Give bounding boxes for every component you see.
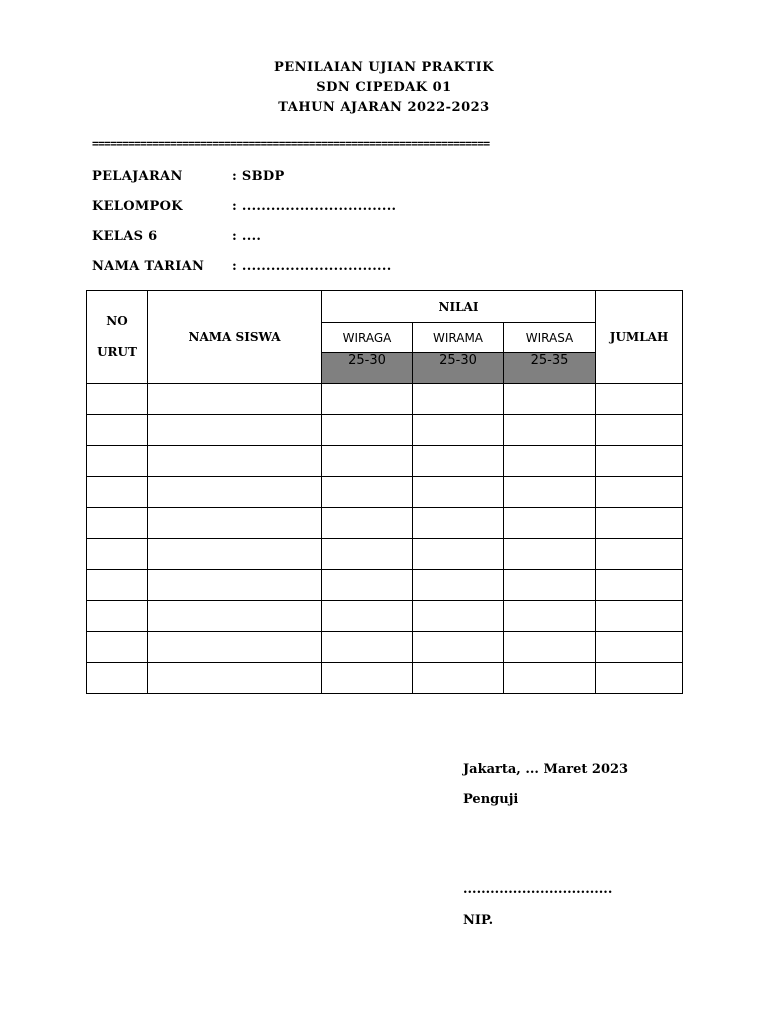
- field-kelompok-label: KELOMPOK: [92, 199, 183, 214]
- field-kelas-label: KELAS 6: [92, 229, 158, 244]
- cell-jumlah: [596, 570, 683, 601]
- table-row: [87, 415, 683, 446]
- cell-nama-siswa: [148, 601, 322, 632]
- cell-no-urut: [87, 477, 148, 508]
- field-pelajaran: [92, 169, 285, 184]
- cell-jumlah: [596, 601, 683, 632]
- cell-jumlah: [596, 384, 683, 415]
- cell-wirama: [413, 539, 504, 570]
- cell-wiraga: [322, 632, 413, 663]
- cell-no-urut: [87, 663, 148, 694]
- cell-jumlah: [596, 632, 683, 663]
- cell-nama-siswa: [148, 663, 322, 694]
- cell-nama-siswa: [148, 477, 322, 508]
- table-row: [87, 446, 683, 477]
- cell-wiraga: [322, 570, 413, 601]
- cell-wirama: [413, 446, 504, 477]
- cell-wiraga: [322, 601, 413, 632]
- field-kelas: [92, 229, 261, 244]
- cell-jumlah: [596, 415, 683, 446]
- field-pelajaran-value: : SBDP: [232, 169, 285, 184]
- field-pelajaran-label: PELAJARAN: [92, 169, 183, 184]
- cell-nama-siswa: [148, 539, 322, 570]
- document-title-line-1: PENILAIAN UJIAN PRAKTIK: [273, 60, 495, 75]
- signature-role: Penguji: [463, 792, 519, 807]
- header-wiraga: WIRAGA: [322, 323, 413, 353]
- range-wirasa: 25-35: [504, 353, 596, 384]
- header-no-urut-line2: URUT: [97, 345, 137, 359]
- field-nama-tarian-value: : ...............................: [232, 259, 392, 274]
- table-row: [87, 508, 683, 539]
- cell-wirama: [413, 601, 504, 632]
- separator-line: ==================================================================: [92, 137, 490, 150]
- cell-wirama: [413, 570, 504, 601]
- header-wirama: WIRAMA: [413, 323, 504, 353]
- header-nilai: NILAI: [322, 291, 596, 323]
- cell-nama-siswa: [148, 384, 322, 415]
- field-nama-tarian-label: NAMA TARIAN: [92, 259, 205, 274]
- cell-nama-siswa: [148, 415, 322, 446]
- field-kelas-value: : ....: [232, 229, 262, 244]
- header-jumlah: JUMLAH: [596, 291, 683, 384]
- field-kelompok-value: : ................................: [232, 199, 397, 214]
- cell-wiraga: [322, 477, 413, 508]
- cell-wirama: [413, 508, 504, 539]
- cell-wirama: [413, 415, 504, 446]
- cell-wirasa: [504, 632, 596, 663]
- cell-wiraga: [322, 663, 413, 694]
- table-row: [87, 477, 683, 508]
- cell-jumlah: [596, 539, 683, 570]
- cell-no-urut: [87, 415, 148, 446]
- cell-no-urut: [87, 446, 148, 477]
- table-row: [87, 663, 683, 694]
- cell-jumlah: [596, 508, 683, 539]
- cell-wirama: [413, 632, 504, 663]
- cell-no-urut: [87, 539, 148, 570]
- cell-wiraga: [322, 415, 413, 446]
- score-table-body: [87, 384, 683, 694]
- signature-name-line: .................................: [463, 882, 613, 897]
- cell-wirasa: [504, 446, 596, 477]
- range-wirama: 25-30: [413, 353, 504, 384]
- table-row: [87, 384, 683, 415]
- academic-year: TAHUN AJARAN 2022-2023: [278, 100, 490, 115]
- field-nama-tarian: [92, 259, 392, 274]
- header-nama-siswa: NAMA SISWA: [148, 291, 322, 384]
- cell-no-urut: [87, 384, 148, 415]
- table-row: [87, 632, 683, 663]
- cell-no-urut: [87, 601, 148, 632]
- cell-wiraga: [322, 539, 413, 570]
- cell-wiraga: [322, 508, 413, 539]
- cell-wirama: [413, 663, 504, 694]
- cell-wirasa: [504, 663, 596, 694]
- score-table: [86, 290, 683, 694]
- cell-no-urut: [87, 508, 148, 539]
- cell-wirasa: [504, 570, 596, 601]
- cell-wirasa: [504, 384, 596, 415]
- cell-wirasa: [504, 508, 596, 539]
- field-kelompok: [92, 199, 396, 214]
- cell-nama-siswa: [148, 446, 322, 477]
- cell-wirasa: [504, 415, 596, 446]
- cell-nama-siswa: [148, 570, 322, 601]
- cell-jumlah: [596, 477, 683, 508]
- cell-jumlah: [596, 446, 683, 477]
- school-name: SDN CIPEDAK 01: [316, 80, 452, 95]
- cell-wirasa: [504, 477, 596, 508]
- cell-wirama: [413, 384, 504, 415]
- cell-nama-siswa: [148, 632, 322, 663]
- range-wiraga: 25-30: [322, 353, 413, 384]
- cell-wirasa: [504, 539, 596, 570]
- header-no-urut: [87, 291, 148, 384]
- table-row: [87, 570, 683, 601]
- header-wirasa: WIRASA: [504, 323, 596, 353]
- cell-wiraga: [322, 446, 413, 477]
- cell-wirasa: [504, 601, 596, 632]
- cell-no-urut: [87, 570, 148, 601]
- cell-wirama: [413, 477, 504, 508]
- cell-no-urut: [87, 632, 148, 663]
- header-no-urut-line1: NO: [106, 314, 128, 328]
- table-row: [87, 601, 683, 632]
- signature-place-date: Jakarta, ... Maret 2023: [463, 762, 629, 777]
- signature-nip: NIP.: [463, 913, 494, 928]
- cell-nama-siswa: [148, 508, 322, 539]
- table-row: [87, 539, 683, 570]
- cell-jumlah: [596, 663, 683, 694]
- cell-wiraga: [322, 384, 413, 415]
